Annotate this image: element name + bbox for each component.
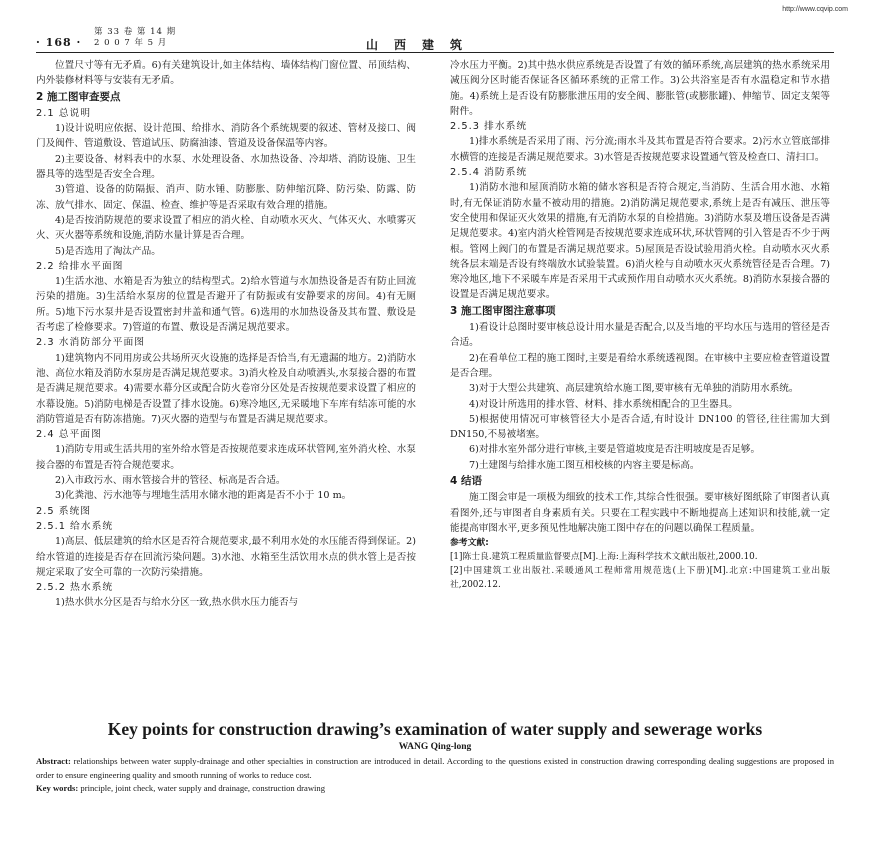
english-title: Key points for construction drawing’s examination of water supply and sewerage works <box>107 719 763 739</box>
paragraph: 1)热水供水分区是否与给水分区一致,热水供水压力能否与 <box>55 597 299 609</box>
paragraph: 4)对设计所选用的排水管、材料、排水系统相配合的卫生器具。 <box>469 398 738 410</box>
paragraph: 3)对于大型公共建筑、高层建筑给水施工图,要审核有无单独的消防用水系统。 <box>469 383 799 395</box>
paragraph: 施工图会审是一项极为细致的技术工作,其综合性很强。要审核好图纸除了审图者认真看图外,还与审图者自身素质有关。只要在工程实践中不断地提高上述知识和技能,就一定能提高审图水平,更多预见性地解决施工图中存在的问题以确保工程质量。 <box>450 492 830 534</box>
subsection-heading: 2.2 给排水平面图 <box>36 260 124 272</box>
source-url[interactable]: http://www.cqvip.com <box>782 6 848 13</box>
volume-info <box>94 27 176 49</box>
right-column <box>450 58 830 592</box>
references <box>450 536 830 592</box>
subsection-heading: 2.3 水消防部分平面图 <box>36 337 146 349</box>
section-heading: 3 施工图审图注意事项 <box>450 304 556 317</box>
reference-item: [2]中国建筑工业出版社.采暖通风工程师常用规范选(上下册)[M].北京:中国建筑工业出版社,2002.12. <box>450 566 830 591</box>
keywords-label: Key words: <box>36 783 79 794</box>
page-number: · 168 · <box>36 36 82 49</box>
right-column-body <box>450 58 830 536</box>
english-keywords <box>36 782 834 796</box>
page <box>20 6 850 836</box>
keywords-text: principle, joint check, water supply and drainage, construction drawing <box>80 783 326 794</box>
issue-date: 2 0 0 7 年 5 月 <box>94 38 168 48</box>
english-abstract <box>36 755 834 782</box>
paragraph: 1)设计说明应依据、设计范围、给排水、消防各个系统规要的叙述、管材及接口、阀门及阀件、管道敷设、管道试压、防腐油漆、管道及设备保温等内容。 <box>36 123 416 150</box>
journal-title: 山西建筑 <box>366 38 479 52</box>
paragraph: 1)消防水池和屋顶消防水箱的储水容积是否符合规定,当消防、生活合用水池、水箱时,有无保证消防水量不被动用的措施。2)消防满足规范要求,系统上是否有减压、泄压等安全使用和保证灭火效果的措施,有无消防水泵的自检措施。3)消防水泵及增压设备是否满足规范要求。4)室内消火栓管网是否按规范要求连成环状,环状管网的引入管是否不少于两根。管网上阀门的布置是否满足规范要求。5)屋顶是否设试验用消火栓。自动喷水灭火系统各层末端是否设有终端放水试验装置。6)消火栓与自动喷水灭火系统管径是否合理。7)寒冷地区,地下不采暖车库是否采用干式或预作用自动喷水灭火系统。8)消防水泵接合器的设置是否满足规范要求。 <box>450 182 830 301</box>
reference-item: [1]陈士良.建筑工程质量监督要点[M].上海:上海科学技术文献出版社,2000.10. <box>450 552 758 563</box>
english-author: WANG Qing-long <box>398 742 472 752</box>
paragraph: 3)化粪池、污水池等与埋地生活用水储水池的距离是否不小于 10 m。 <box>55 490 352 502</box>
paragraph: 2)主要设备、材料表中的水泵、水处理设备、水加热设备、冷却塔、消防设施、卫生器具等的选型是否安全合理。 <box>36 153 416 181</box>
abstract-text: relationships between water supply-drainage and other specialties in construction are introduced in detail. According to the questions existed in construction drawing corresponding dealing suggestions are proposed in order to ensure engineering quality and smooth running of works to reduce cost. <box>36 756 834 780</box>
subsection-heading: 2.5.1 给水系统 <box>36 520 114 532</box>
abstract-label: Abstract: <box>36 756 71 766</box>
left-column <box>36 58 416 611</box>
subsection-heading: 2.5.4 消防系统 <box>450 167 528 179</box>
paragraph: 7)土建图与给排水施工图互相校核的内容主要是标高。 <box>469 459 700 471</box>
section-heading: 2 施工图审查要点 <box>36 90 121 103</box>
english-abstract-block <box>36 718 834 796</box>
section-heading: 4 结语 <box>450 475 482 488</box>
paragraph: 冷水压力平衡。2)其中热水供应系统是否设置了有效的循环系统,高层建筑的热水系统采用减压阀分区时能否保证各区循环系统的正常工作。3)公共浴室是否有水温稳定和节水措施。4)系统上是否设有防膨胀泄压用的安全阀、膨胀管(或膨胀罐)、伸缩节、固定支架等附件。 <box>450 60 830 117</box>
paragraph: 6)对排水室外部分进行审核,主要是管道坡度是否注明坡度是否足够。 <box>469 444 761 456</box>
paragraph: 4)是否按消防规范的要求设置了相应的消火栓、自动喷水灭火、气体灭火、水喷雾灭火、灭火器等系统和设施,消防水量计算是否合理。 <box>36 214 416 242</box>
paragraph: 1)生活水池、水箱是否为独立的结构型式。2)给水管道与水加热设备是否有防止回流污染的措施。3)生活给水泵房的位置是否避开了有防振或有安静要求的房间。4)有无厕所。5)地下污水泵井是否设置密封井盖和通气管。6)选用的水加热设备及其布置、敷设是否考虑了检修要求。7)管道的布置、敷设是否满足规范要求。 <box>36 276 416 334</box>
paragraph: 1)建筑物内不同用房或公共场所灭火设施的选择是否恰当,有无遗漏的地方。2)消防水池、高位水箱及消防水泵房是否满足规范要求。3)消火栓及自动喷洒头,水泵接合器的布置是否满足规范要求。4)需要水幕分区或配合防火卷帘分区处是否按规范要求设置了相应的水幕设施。5)消防电梯是否设置了排水设施。6)寒冷地区,无采暖地下车库有结冻可能的水消防管道是否有防冻措施。7)灭火器的造型与布置是否满足规范要求。 <box>36 352 416 425</box>
subsection-heading: 2.5 系统图 <box>36 505 92 517</box>
paragraph: 1)看设计总图时要审核总设计用水量是否配合,以及当地的平均水压与选用的管径是否合适。 <box>450 322 830 349</box>
page-header <box>36 24 834 53</box>
paragraph: 1)消防专用或生活共用的室外给水管是否按规范要求连成环状管网,室外消火栓、水泵接合器的布置是否符合规范要求。 <box>36 444 416 471</box>
paragraph: 1)高层、低层建筑的给水区是否符合规范要求,最不利用水处的水压能否得到保证。2)给水管道的连接是否存在回流污染问题。3)水池、水箱至生活饮用水点的供水管上是否按规定采取了安全可靠的一次防污染措施。 <box>36 536 416 578</box>
paragraph: 2)入市政污水、雨水管接合井的管径、标高是否合适。 <box>55 475 286 487</box>
paragraph: 5)是否选用了淘汰产品。 <box>55 245 161 257</box>
volume-issue: 第 33 卷 第 14 期 <box>94 27 177 37</box>
subsection-heading: 2.1 总说明 <box>36 107 92 119</box>
paragraph: 位置尺寸等有无矛盾。6)有关建筑设计,如主体结构、墙体结构门窗位置、吊顶结构、内外装修材料等与安装有无矛盾。 <box>36 60 416 87</box>
paragraph: 3)管道、设备的防隔振、消声、防水锤、防膨胀、防伸缩沉降、防污染、防露、防冻、放气排水、固定、保温、检查、维护等是否采取有效合理的措施。 <box>36 184 416 211</box>
subsection-heading: 2.5.3 排水系统 <box>450 121 528 133</box>
references-label: 参考文献: <box>450 538 489 549</box>
paragraph: 2)在看单位工程的施工图时,主要是看给水系统透视图。在审核中主要应检查管道设置是否合理。 <box>450 352 830 379</box>
paragraph: 1)排水系统是否采用了雨、污分流;雨水斗及其布置是否符合要求。2)污水立管底部排水横管的连接是否满足规范要求。3)水管是否按规范要求设置通气管及检查口、清扫口。 <box>450 136 830 163</box>
paragraph: 5)根据使用情况可审核管径大小是否合适,有时设计 DN100 的管径,往往需加大到 DN150,不易被堵塞。 <box>450 413 830 441</box>
subsection-heading: 2.5.2 热水系统 <box>36 582 114 594</box>
subsection-heading: 2.4 总平面图 <box>36 429 102 441</box>
